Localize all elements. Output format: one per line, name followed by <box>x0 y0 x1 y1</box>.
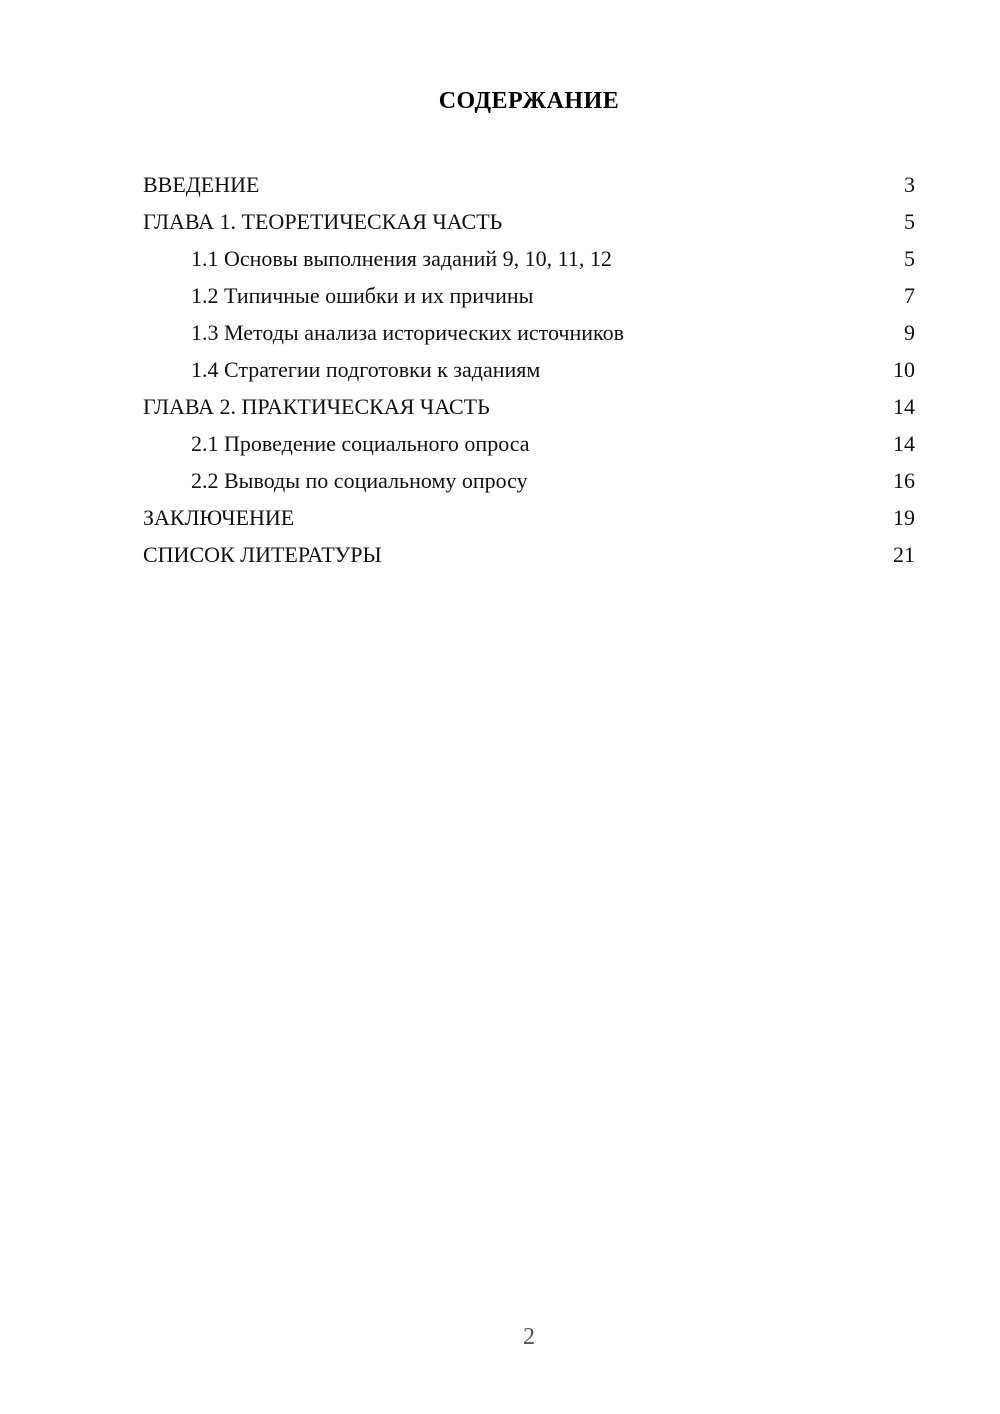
toc-entry-page: 9 <box>904 320 915 345</box>
toc-entry-label: 2.1 Проведение социального опроса <box>191 431 530 456</box>
toc-entry <box>143 240 915 277</box>
toc-entry-page: 21 <box>893 542 915 567</box>
toc-entry <box>143 203 915 240</box>
toc-entry-page: 5 <box>904 246 915 271</box>
toc-entry-label: ВВЕДЕНИЕ <box>143 172 260 197</box>
toc-entry <box>143 499 915 536</box>
toc-entry-label: ГЛАВА 1. ТЕОРЕТИЧЕСКАЯ ЧАСТЬ <box>143 209 503 234</box>
toc-entry-page: 7 <box>904 283 915 308</box>
toc-entry-label: 2.2 Выводы по социальному опросу <box>191 468 528 493</box>
toc-entry-page: 3 <box>904 172 915 197</box>
toc-entry <box>143 536 915 573</box>
toc-title: СОДЕРЖАНИЕ <box>438 88 620 114</box>
toc-entry-page: 14 <box>893 431 915 456</box>
toc-entry-label: СПИСОК ЛИТЕРАТУРЫ <box>143 542 382 567</box>
toc-entry-label: 1.1 Основы выполнения заданий 9, 10, 11, 12 <box>191 246 612 271</box>
toc-entry <box>143 462 915 499</box>
toc-list <box>143 166 915 573</box>
toc-entry-page: 14 <box>893 394 915 419</box>
toc-entry-page: 19 <box>893 505 915 530</box>
toc-entry-label: 1.4 Стратегии подготовки к заданиям <box>191 357 541 382</box>
toc-entry <box>143 351 915 388</box>
toc-entry-label: ЗАКЛЮЧЕНИЕ <box>143 505 295 530</box>
toc-entry-label: 1.3 Методы анализа исторических источников <box>191 320 625 345</box>
toc-entry-page: 5 <box>904 209 915 234</box>
toc-entry <box>143 388 915 425</box>
toc-entry-label: 1.2 Типичные ошибки и их причины <box>191 283 534 308</box>
page-number: 2 <box>523 1324 535 1350</box>
toc-entry <box>143 166 915 203</box>
toc-entry <box>143 425 915 462</box>
toc-entry <box>143 314 915 351</box>
toc-entry-label: ГЛАВА 2. ПРАКТИЧЕСКАЯ ЧАСТЬ <box>143 394 490 419</box>
toc-entry <box>143 277 915 314</box>
toc-entry-page: 16 <box>893 468 915 493</box>
toc-entry-page: 10 <box>893 357 915 382</box>
